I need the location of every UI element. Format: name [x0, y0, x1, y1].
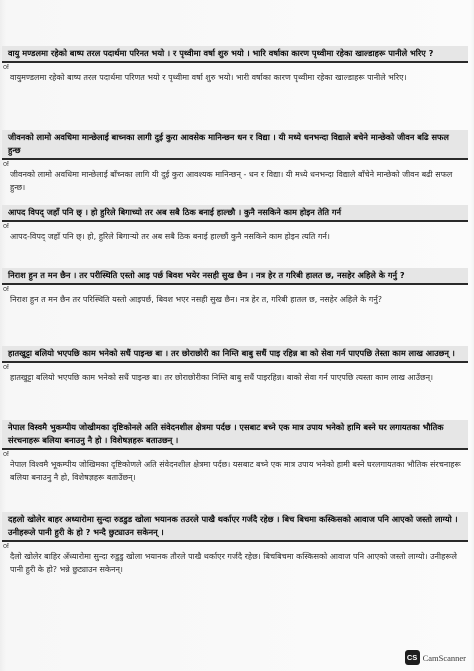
answer-marker: ः: [3, 542, 9, 550]
question-text: जीवनको लामो अवधिमा मान्छेलाई बाच्नका लागी दुई कुरा आवसेक मानिन्छन धन र विद्या । यी मध्ये धनभन्दा विद्याले बचेने मान्छेको जीवन बढि सफल हुन्छ: [8, 132, 449, 155]
entry-4: [0, 268, 474, 306]
answer-marker: ः: [3, 222, 9, 230]
question-band: [2, 346, 468, 363]
answer-text: आपद-विपद् जहाँ पनि छ्। हो, हुरिले बिगार्‍यो तर अब सबै ठिक बनाई हाल्छौं कुनै नसकिने काम होइन त्यति गर्न।: [10, 232, 330, 241]
question-band: [2, 420, 468, 450]
answer-marker: ः: [3, 450, 9, 458]
answer-marker: ः: [3, 63, 9, 71]
entry-2: [0, 130, 474, 194]
answer-marker: ः: [3, 160, 9, 168]
entry-3: [0, 205, 474, 243]
entry-7: [0, 512, 474, 576]
question-text: आपद विपद् जहाँ पनि छ् । हो हुरिले बिगाच्यो तर अब सबै ठिक बनाई हाल्छौ । कुनै नसकिने काम होइन तेति गर्न: [8, 207, 342, 217]
camscanner-label: CamScanner: [422, 652, 466, 663]
question-band: [2, 268, 468, 285]
question-band: [2, 512, 468, 542]
question-text: हातखुट्टा बलियो भएपछि काम भनेको सधैं पाइन्छ बा । तर छोराछोरी का निम्ति बाबु सधैं पाइ रहिन्न बा को सेवा गर्न पाएपछि तेस्ता काम लाख आउछन् ।: [8, 348, 455, 358]
answer-marker: ः: [3, 363, 9, 371]
question-text: वायु मण्डलमा रहेको बाष्प तरल पदार्थमा परिनत भयो । र पृथ्वीमा वर्षा शुरु भयो । भारि वर्षाका कारण पृथ्वीमा रहेका खाल्डाहरू पानीले भरिए ?: [8, 48, 434, 58]
question-text: दहलो खोलेर बाहर अध्यारोमा सुन्दा रुडडुड खोला भयानक तउरले पाखै थर्काएर गर्जदै रहेछ । बिच बिचमा कस्किसको आवाज पनि आएको जस्तो लाग्यो । उनीहरूले पानी हुरी के हो ? भन्दै छुट्याउन सकेनन् ।: [8, 514, 458, 537]
question-text: नेपाल विस्वमै भुकम्पीय जोखीमका दृष्टिकोनले अति संवेदनशील क्षेत्रमा पर्दछ । एसबाट बच्ने एक मात्र उपाय भनेको हामि बस्ने घर लगायतका भौतिक संरचनाहरू बलिया बनाउनु नै हो । विशेषज्ञहरू बताउछन् ।: [8, 422, 444, 445]
camscanner-logo-icon: CS: [405, 650, 420, 665]
entry-5: [0, 346, 474, 384]
question-band: [2, 46, 468, 63]
entry-1: [0, 46, 474, 84]
answer-text: नेपाल विश्वमै भूकम्पीय जोखिमका दृष्टिकोणले अति संवेदनशील क्षेत्रमा पर्दछ। यसबाट बच्ने एक मात्र उपाय भनेको हामी बस्ने घरलगायतका भौतिक संरचनाहरू बलिया बनाउनु नै हो, विशेषज्ञहरू बताउँछन्।: [10, 460, 461, 482]
question-text: निराश हुन त मन छैन । तर परीस्थिति एस्तो आइ पर्छ बिवश भयेर नसही सुख छैन । नत्र हेर त गरिबी हालत छ, नसहेर अहिले के गर्नु ?: [8, 270, 405, 280]
answer-text: जीवनको लामो अवधिमा मान्छेलाई बाँच्नका लागि यी दुई कुरा आवश्यक मानिन्छन् - धन र विद्या। यी मध्ये धनभन्दा विद्याले बाँचेने मान्छेको जीवन बढी सफल हुन्छ।: [10, 170, 453, 192]
answer-text: निराश हुन त मन छैन तर परिस्थिति यस्तो आइपर्छ, बिवश भएर नसही सुख छैन। नत्र हेर त, गरिबी हातल छ, नसहेर अहिले के गर्नु?: [10, 295, 382, 304]
entry-6: [0, 420, 474, 484]
camscanner-watermark: [405, 650, 466, 665]
question-band: [2, 130, 468, 160]
answer-marker: ः: [3, 285, 9, 293]
question-band: [2, 205, 468, 222]
answer-text: हातखुट्टा बलियो भएपछि काम भनेको सधैं पाइन्छ बा। तर छोराछोरीका निम्ति बाबु सधैं पाइरहिन्न। बाको सेवा गर्न पाएपछि त्यस्ता काम लाख आउँछन्।: [10, 373, 434, 382]
answer-text: दैलो खोलेर बाहिर अँध्यारोमा सुन्दा रुडुडु खोला भयानक तौरले पाखै थर्काएर गर्जदै रहेछ। बिचबिचमा कस्किसको आवाज पनि आएको जस्तो लाग्यो। उनीहरूले पानी हुरी के हो? भन्ने छुट्याउन सकेनन्।: [10, 552, 457, 574]
answer-text: वायुमण्डलमा रहेको बाष्प तरल पदार्थमा परिणत भयो र पृथ्वीमा वर्षा शुरु भयो। भारी वर्षाका कारण पृथ्वीमा रहेका खाल्डाहरू पानीले भरिए।: [10, 73, 407, 82]
